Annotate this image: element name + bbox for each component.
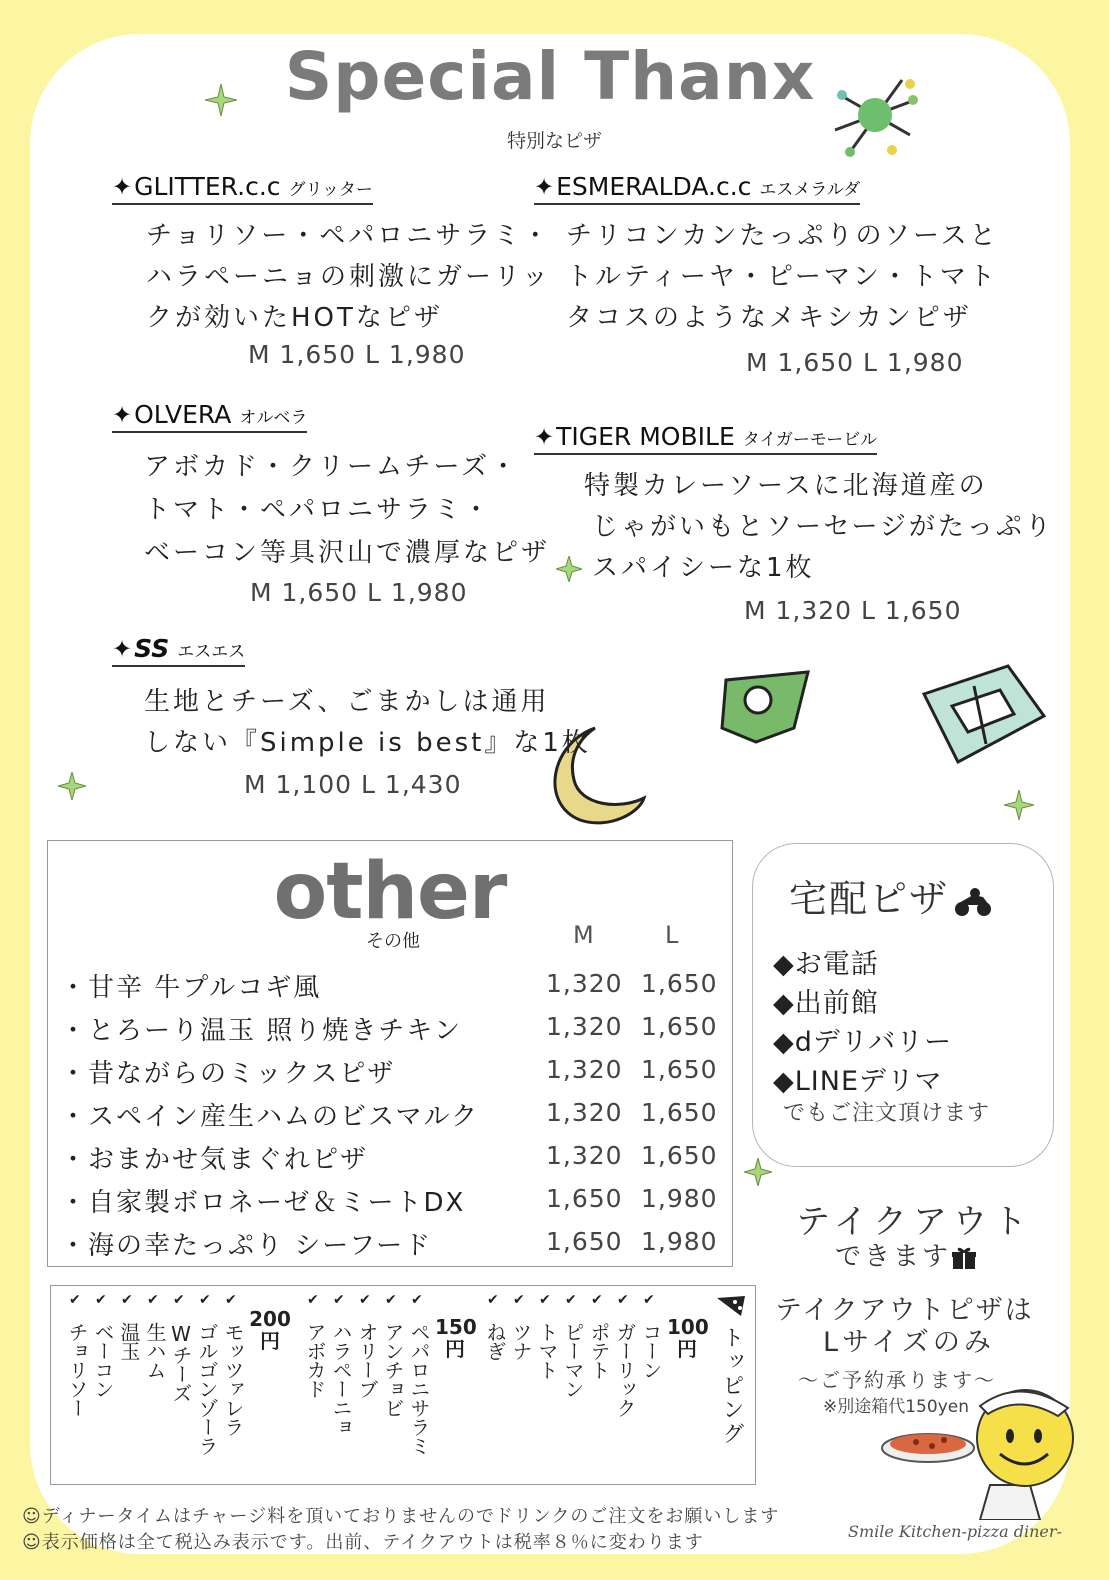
scooter-icon [953,887,993,917]
toppings-heading: トッピング [719,1326,744,1446]
check-icon: ✔ [147,1292,159,1308]
pizza-olvera-heading: ✦OLVERA オルベラ [112,400,307,433]
takeout-available: できます [835,1236,977,1273]
takeout-heading: テイクアウト [796,1202,1033,1242]
sparkle-icon [205,84,237,116]
pizza-esmeralda-heading: ✦ESMERALDA.c.c エスメラルダ [534,172,860,205]
topping-item: アボカド [303,1322,327,1398]
sparkle-icon [1004,790,1034,820]
check-icon: ✔ [333,1292,345,1308]
list-item: ・自家製ボロネーゼ＆ミートDX [60,1188,466,1218]
column-m-header: M [573,921,594,949]
delivery-footer: でもご注文頂けます [783,1101,991,1126]
price-m: 1,320 [546,1055,623,1084]
list-item: ・スペイン産生ハムのビスマルク [60,1102,479,1132]
check-icon: ✔ [617,1292,629,1308]
price-m: 1,320 [546,1141,623,1170]
check-icon: ✔ [199,1292,211,1308]
list-item: ・おまかせ気まぐれピザ [60,1145,369,1175]
check-icon: ✔ [643,1292,655,1308]
price-m: 1,650 [546,1227,623,1256]
delivery-section [752,843,1054,1167]
check-icon: ✔ [121,1292,133,1308]
brand-name: Smile Kitchen-pizza diner- [848,1522,1062,1541]
page-subtitle: 特別なピザ [506,130,602,152]
topping-item: コーン [639,1322,663,1379]
topping-item: 温玉 [117,1322,141,1360]
check-icon: ✔ [385,1292,397,1308]
list-item: ・とろーり温玉 照り焼きチキン [60,1016,463,1046]
check-icon: ✔ [565,1292,577,1308]
pizza-esmeralda-desc: チリコンカンたっぷりのソースと トルティーヤ・ピーマン・トマト タコスのようなメキシカンピザ [566,221,999,333]
topping-item: Wチーズ [169,1322,193,1402]
sparkle-icon [744,1158,772,1186]
check-icon: ✔ [359,1292,371,1308]
topping-item: ねぎ [483,1322,507,1360]
takeout-size-note: Lサイズのみ [823,1327,995,1358]
topping-item: ガーリック [613,1322,637,1417]
list-item: ・甘辛 牛プルコギ風 [60,973,322,1003]
page-title: Special Thanx [284,38,816,115]
gift-box-icon [951,1246,977,1270]
toppings-section [50,1285,756,1485]
check-icon: ✔ [591,1292,603,1308]
check-icon: ✔ [411,1292,423,1308]
price-l: 1,650 [641,969,718,998]
pizza-olvera-price: M 1,650 L 1,980 [250,578,468,607]
price-l: 1,650 [641,1055,718,1084]
pizza-glitter-heading: ✦GLITTER.c.c グリッター [112,172,373,205]
price-200-label: 200円 [249,1307,291,1353]
topping-item: オリーブ [355,1322,379,1398]
price-l: 1,980 [641,1227,718,1256]
atomic-star-icon [830,70,920,160]
teal-block-icon [918,660,1050,772]
pizza-esmeralda-price: M 1,650 L 1,980 [746,348,964,377]
price-l: 1,650 [641,1012,718,1041]
price-l: 1,650 [641,1098,718,1127]
check-icon: ✔ [307,1292,319,1308]
topping-item: ピーマン [561,1322,585,1398]
check-icon: ✔ [225,1292,237,1308]
check-icon: ✔ [513,1292,525,1308]
topping-item: モッツァレラ [221,1322,245,1436]
list-item: ・海の幸たっぷり シーフード [60,1231,433,1261]
check-icon: ✔ [95,1292,107,1308]
price-m: 1,320 [546,1012,623,1041]
delivery-title: 宅配ピザ [789,868,993,923]
price-l: 1,650 [641,1141,718,1170]
pizza-glitter-price: M 1,650 L 1,980 [248,340,466,369]
topping-item: ゴルゴンゾーラ [195,1322,219,1455]
pizza-tiger-mobile-price: M 1,320 L 1,650 [744,596,962,625]
pizza-ss-price: M 1,100 L 1,430 [244,770,462,799]
green-leaf-icon [716,668,812,746]
box-fee-note: ※別途箱代150yen [823,1397,969,1417]
pizza-slice-icon [715,1294,749,1318]
pizza-olvera-desc: アボカド・クリームチーズ・ トマト・ペパロニサラミ・ ベーコン等具沢山で濃厚なピザ [144,452,551,568]
check-icon: ✔ [69,1292,81,1308]
delivery-option: ◆dデリバリー [773,1027,953,1058]
topping-item: ポテト [587,1322,611,1379]
delivery-option: ◆LINEデリマ [773,1066,943,1097]
delivery-option: ◆出前館 [773,988,879,1019]
check-icon: ✔ [539,1292,551,1308]
topping-item: チョリソー [65,1322,89,1417]
price-m: 1,320 [546,1098,623,1127]
pizza-tiger-mobile-heading: ✦TIGER MOBILE タイガーモービル [534,422,877,455]
price-m: 1,320 [546,969,623,998]
topping-item: 生ハム [143,1322,167,1379]
sparkle-icon [556,556,582,582]
price-100-label: 100円 [667,1315,709,1361]
other-subtitle: その他 [366,931,420,952]
other-menu-section [47,840,733,1267]
topping-item: ハラペーニョ [329,1322,353,1436]
sparkle-icon [58,772,86,800]
price-150-label: 150円 [435,1315,477,1361]
delivery-option: ◆お電話 [773,949,879,980]
takeout-note: テイクアウトピザは [775,1295,1034,1326]
topping-item: ツナ [509,1322,533,1360]
footnote-tax: ☺表示価格は全て税込み表示です。出前、テイクアウトは税率８％に変わります [22,1532,704,1553]
footnote-dinner: ☺ディナータイムはチャージ料を頂いておりませんのでドリンクのご注文をお願いします [22,1506,780,1527]
topping-item: ベーコン [91,1322,115,1398]
reservation-note: ～ご予約承ります～ [798,1368,996,1392]
check-icon: ✔ [487,1292,499,1308]
pizza-ss-desc: 生地とチーズ、ごまかしは通用 しない『Simple is best』な1枚 [144,687,591,758]
pizza-glitter-desc: チョリソー・ペパロニサラミ・ ハラペーニョの刺激にガーリッ クが効いたHOTなピザ [146,221,552,333]
check-icon: ✔ [173,1292,185,1308]
pizza-ss-heading: ✦SS エスエス [112,634,245,667]
pizza-tiger-mobile-desc: 特製カレーソースに北海道産の じゃがいもとソーセージがたっぷり スパイシーな1枚 [584,471,1054,583]
other-title: other [273,847,507,937]
column-l-header: L [665,921,679,949]
list-item: ・昔ながらのミックスピザ [60,1059,396,1089]
price-m: 1,650 [546,1184,623,1213]
topping-item: アンチョビ [381,1322,405,1417]
smiley-chef-mascot-icon [880,1380,1080,1520]
topping-item: ペパロニサラミ [407,1322,431,1455]
price-l: 1,980 [641,1184,718,1213]
topping-item: トマト [535,1322,559,1379]
